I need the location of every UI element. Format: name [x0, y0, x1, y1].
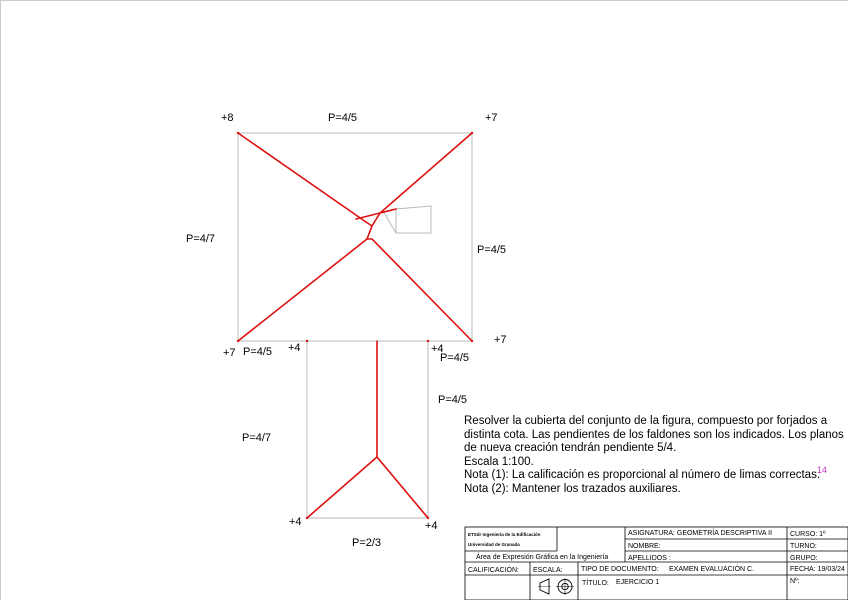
slope-label: P=2/3 — [352, 537, 382, 549]
corner-dot — [237, 340, 239, 342]
corner-dot — [427, 517, 429, 519]
corner-dot — [306, 517, 308, 519]
corner-dot — [471, 340, 473, 342]
elevation-label: +4 — [288, 342, 301, 354]
elevation-label: +7 — [494, 334, 507, 346]
school-name: ETSdr Ingeniería de la Edificación — [468, 532, 541, 537]
shift-field: TURNO: — [790, 543, 817, 550]
hip-line-top-left — [238, 133, 366, 222]
slope-label: P=4/5 — [477, 244, 507, 256]
hip-line-top-right — [380, 133, 472, 213]
projection-symbol-icon — [538, 578, 574, 595]
hip-line-bottom-left — [238, 239, 367, 341]
auxiliary-trace-line — [383, 211, 396, 233]
elevation-label: +4 — [289, 516, 302, 528]
elevation-label: +4 — [425, 520, 438, 532]
statement-line: Resolver la cubierta del conjunto de la figura, compuesto por forjados a — [464, 415, 828, 427]
statement-line: distinta cota. Las pendientes de los faldones son los indicados. Los planos — [464, 428, 844, 441]
ridge-knot-right — [372, 209, 396, 226]
hip-lower-left — [307, 457, 377, 518]
note-number: 14 — [817, 465, 828, 475]
doc-type-label: TIPO DE DOCUMENTO: — [581, 566, 659, 573]
slope-label: P=4/5 — [438, 394, 468, 406]
slope-label: P=4/7 — [186, 233, 216, 245]
corner-dot — [471, 132, 473, 134]
title-label: TÍTULO: — [582, 580, 609, 587]
roof-ridge-lines — [238, 133, 472, 518]
surnames-field: APELLIDOS : — [628, 555, 671, 562]
slope-label: P=4/5 — [440, 352, 470, 364]
elevation-label: +4 — [431, 343, 444, 355]
hip-lower-right — [377, 457, 428, 518]
date-field: FECHA: 19/03/24 — [790, 566, 845, 573]
slope-label: P=4/5 — [328, 112, 358, 124]
scale-field: ESCALA: — [533, 567, 563, 574]
grade-field: CALIFICACIÓN: — [468, 567, 519, 574]
exercise-statement — [464, 415, 844, 496]
statement-line: de nueva creación tendrán pendiente 5/4. — [464, 442, 677, 454]
name-field: NOMBRE: — [628, 543, 661, 550]
statement-line: Escala 1:100. — [464, 455, 534, 468]
doc-type-value: EXAMEN EVALUACIÓN C. — [669, 566, 755, 573]
lower-slab-outline — [307, 341, 428, 518]
corner-dot — [427, 340, 429, 342]
university-name: Universidad de Granada — [468, 542, 520, 547]
elevation-label: +7 — [223, 347, 236, 359]
area-name: Área de Expresión Gráfica en la Ingeniería — [476, 554, 609, 561]
number-field: Nº: — [790, 578, 800, 585]
auxiliary-trace — [396, 206, 431, 233]
title-value: EJERCICIO 1 — [616, 579, 660, 586]
title-block — [465, 527, 848, 600]
slope-label: P=4/5 — [243, 346, 273, 358]
corner-dot — [237, 132, 239, 134]
course-field: CURSO: 1º — [790, 531, 826, 538]
elevation-label: +7 — [485, 112, 498, 124]
slope-label: P=4/7 — [242, 432, 272, 444]
statement-line: Nota (2): Mantener los trazados auxiliares. — [464, 482, 681, 495]
statement-line: Nota (1): La calificación es proporcional al número de limas correctas. — [464, 469, 821, 481]
slab-outlines — [238, 133, 472, 518]
elevation-label: +8 — [221, 112, 234, 124]
group-field: GRUPO: — [790, 555, 818, 562]
corner-dots — [237, 132, 473, 519]
hip-line-bottom-right — [372, 239, 472, 341]
ridge-knot — [366, 222, 372, 239]
corner-dot — [306, 340, 308, 342]
subject-field: ASIGNATURA: GEOMETRÍA DESCRIPTIVA II — [628, 530, 773, 537]
